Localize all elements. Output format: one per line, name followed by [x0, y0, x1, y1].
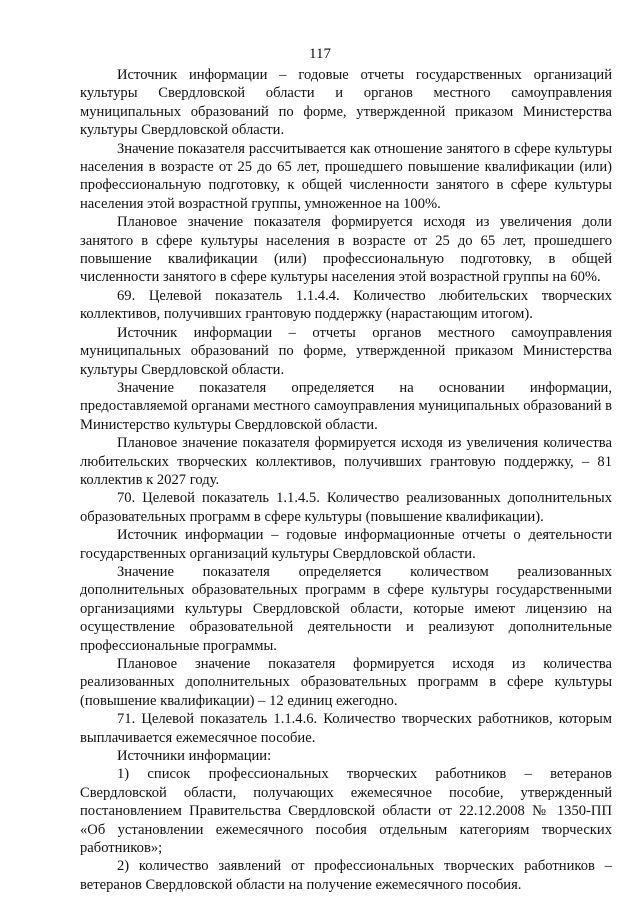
paragraph-source-item-1: 1) список профессиональных творческих работников – ветеранов Свердловской области, получающих ежемесячное пособие, утвержденный постановлением Правительства Свердловской области от 22.12.2008 № 1350-ПП «Об установлении ежемесячного пособия отдельным категориям творческих работников»;	[80, 766, 612, 857]
paragraph-source-info-2: Источник информации – отчеты органов местного самоуправления муниципальных образований по форме, утвержденной приказом Министерства культуры Свердловской области.	[80, 324, 612, 378]
paragraph-source-item-2: 2) количество заявлений от профессиональных творческих работников – ветеранов Свердловской области на получение ежемесячного пособия.	[80, 858, 612, 893]
page-number: 117	[309, 46, 331, 62]
paragraph-source-info-1: Источник информации – годовые отчеты государственных организаций культуры Свердловской области и органов местного самоуправления муниципальных образований по форме, утвержденной приказом Министерства культуры Свердловской области.	[80, 67, 612, 139]
paragraph-planned-value-70: Плановое значение показателя формируется исходя из количества реализованных дополнительных образовательных программ в сфере культуры (повышение квалификации) – 12 единиц ежегодно.	[80, 656, 612, 709]
paragraph-indicator-71: 71. Целевой показатель 1.1.4.6. Количество творческих работников, которым выплачивается ежемесячное пособие.	[80, 711, 612, 746]
paragraph-source-info-3: Источник информации – годовые информационные отчеты о деятельности государственных организаций культуры Свердловской области.	[80, 527, 612, 562]
paragraph-indicator-70: 70. Целевой показатель 1.1.4.5. Количество реализованных дополнительных образовательных программ в сфере культуры (повышение квалификации).	[80, 490, 612, 525]
paragraph-sources-heading: Источники информации:	[117, 748, 272, 765]
paragraph-indicator-69: 69. Целевой показатель 1.1.4.4. Количество любительских творческих коллективов, получивших грантовую поддержку (нарастающим итогом).	[80, 287, 612, 323]
paragraph-planned-value-share: Плановое значение показателя формируется исходя из увеличения доли занятого в сфере культуры населения в возрасте от 25 до 65 лет, прошедшего повышение квалификации (или) профессиональную подготовку, в общей численности занятого в сфере культуры населения этой возрастной группы на 60%.	[80, 214, 612, 286]
paragraph-indicator-definition-70: Значение показателя определяется количеством реализованных дополнительных образовательных программ в сфере культуры государственными организациями культуры Свердловской области, которые имеют лицензию на осуществление образовательной деятельности и реализуют дополнительные профессиональные программы.	[80, 563, 612, 654]
paragraph-planned-value-69: Плановое значение показателя формируется исходя из увеличения количества любительских творческих коллективов, получивших грантовую поддержку, – 81 коллектив к 2027 году.	[80, 435, 612, 488]
paragraph-indicator-calculation: Значение показателя рассчитывается как отношение занятого в сфере культуры населения в возрасте от 25 до 65 лет, прошедшего повышение квалификации (или) профессиональную подготовку, к общей численности занятого в сфере культуры населения этой возрастной группы, умноженное на 100%.	[80, 140, 612, 212]
document-body	[80, 66, 612, 894]
paragraph-indicator-definition-69: Значение показателя определяется на основании информации, предоставляемой органами местного самоуправления муниципальных образований в Министерство культуры Свердловской области.	[80, 379, 612, 433]
